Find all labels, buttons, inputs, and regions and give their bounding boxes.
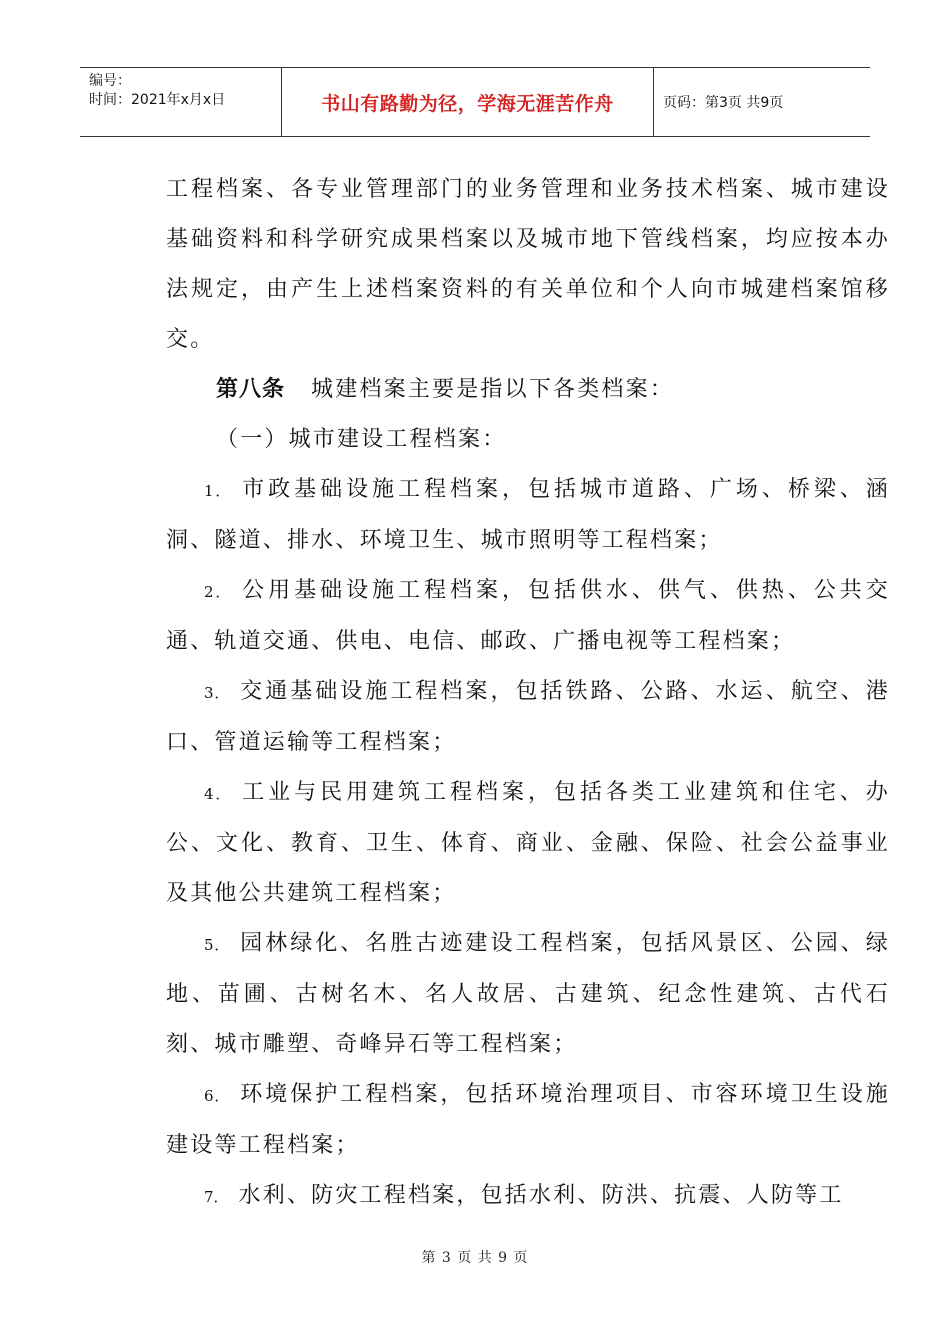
list-item-text: 公用基础设施工程档案，包括供水、供气、供热、公共交通、轨道交通、供电、电信、邮政、广播电视等工程档案； <box>166 578 890 654</box>
article-8-label: 第八条 <box>216 377 286 402</box>
article-8-text: 城建档案主要是指以下各类档案： <box>311 377 675 402</box>
list-item-number: 6． <box>204 1087 231 1105</box>
list-item-number: 4． <box>204 785 233 803</box>
list-item-1 <box>166 465 890 566</box>
list-item-text: 市政基础设施工程档案，包括城市道路、广场、桥梁、涵洞、隧道、排水、环境卫生、城市照明等工程档案； <box>166 477 890 553</box>
document-time-label: 时间：2021年x月x日 <box>89 92 226 108</box>
list-item-6 <box>166 1070 890 1171</box>
article-8 <box>166 365 890 415</box>
paragraph-continued: 工程档案、各专业管理部门的业务管理和业务技术档案、城市建设基础资料和科学研究成果档案以及城市地下管线档案，均应按本办法规定，由产生上述档案资料的有关单位和个人向市城建档案馆移交。 <box>166 177 890 352</box>
header-motto: 书山有路勤为径，学海无涯苦作舟 <box>282 68 654 136</box>
page-header <box>80 67 870 137</box>
list-item-5 <box>166 919 890 1070</box>
list-item-2 <box>166 566 890 667</box>
list-item-number: 3． <box>204 684 231 702</box>
list-item-text: 水利、防灾工程档案，包括水利、防洪、抗震、人防等工 <box>238 1183 844 1208</box>
list-item-3 <box>166 667 890 768</box>
list-item-number: 7． <box>204 1188 229 1206</box>
list-item-number: 2． <box>204 583 233 601</box>
document-body <box>166 165 890 1222</box>
header-meta <box>80 68 282 136</box>
list-item-number: 5． <box>204 936 231 954</box>
document-number-label: 编号： <box>89 73 131 89</box>
list-item-7 <box>166 1171 890 1222</box>
header-page-code: 页码：第3页 共9页 <box>663 95 784 111</box>
page-footer: 第 3 页 共 9 页 <box>421 1250 529 1266</box>
list-item-number: 1． <box>204 482 233 500</box>
list-item-text: 园林绿化、名胜古迹建设工程档案，包括风景区、公园、绿地、苗圃、古树名木、名人故居、古建筑、纪念性建筑、古代石刻、城市雕塑、奇峰异石等工程档案； <box>166 931 891 1057</box>
list-item-text: 交通基础设施工程档案，包括铁路、公路、水运、航空、港口、管道运输等工程档案； <box>166 679 891 755</box>
list-item-text: 环境保护工程档案，包括环境治理项目、市容环境卫生设施建设等工程档案； <box>166 1082 891 1158</box>
list-item-text: 工业与民用建筑工程档案，包括各类工业建筑和住宅、办公、文化、教育、卫生、体育、商业、金融、保险、社会公益事业及其他公共建筑工程档案； <box>166 780 890 906</box>
section-heading: （一）城市建设工程档案： <box>216 427 507 452</box>
list-item-4 <box>166 768 890 919</box>
